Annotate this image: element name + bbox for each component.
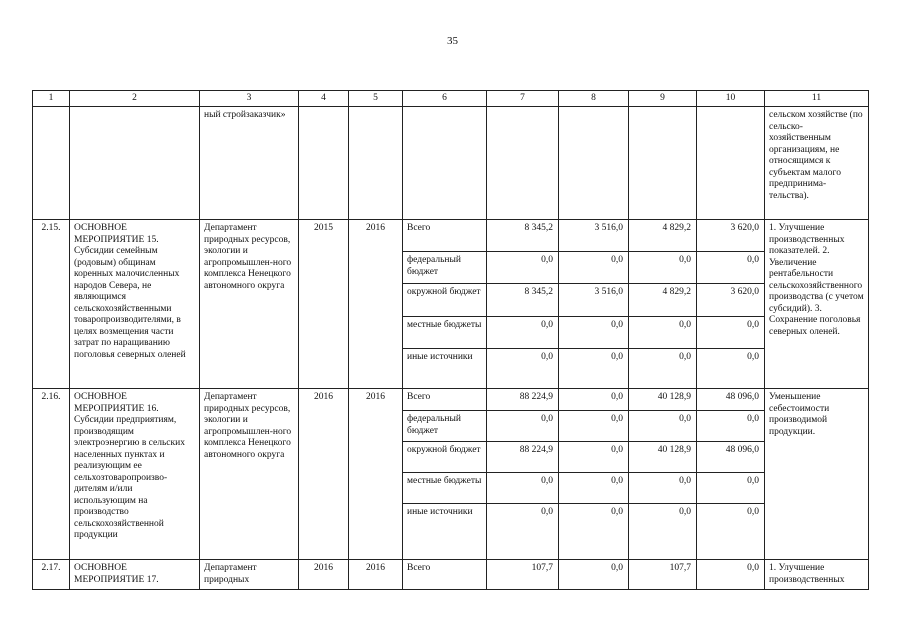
value-cell: 0,0 <box>697 473 765 504</box>
value-cell: 0,0 <box>629 252 697 284</box>
value-cell: 0,0 <box>559 411 629 442</box>
value-cell: 0,0 <box>629 473 697 504</box>
value-cell: 48 096,0 <box>697 442 765 473</box>
column-header: 6 <box>403 91 487 107</box>
funding-source: федеральный бюджет <box>403 411 487 442</box>
value-cell: 0,0 <box>697 411 765 442</box>
column-header: 3 <box>200 91 299 107</box>
measure-title <box>70 560 200 590</box>
measure-result: 1. Улучшение производственных показателей. 2. Увеличение рентабельности сельскохозяйственного производства (с учетом субсидий). 3. Сохранение поголовья северных оленей. <box>765 220 869 389</box>
measure-index: 2.17. <box>33 560 70 590</box>
value-cell: 0,0 <box>559 560 629 590</box>
value-cell: 0,0 <box>697 504 765 560</box>
value-cell: 107,7 <box>629 560 697 590</box>
value-cell: 107,7 <box>487 560 559 590</box>
year-end: 2016 <box>349 220 403 389</box>
value-cell: 3 620,0 <box>697 284 765 317</box>
value-cell: 0,0 <box>559 252 629 284</box>
value-cell: 0,0 <box>487 411 559 442</box>
value-cell: 0,0 <box>487 349 559 389</box>
measure-title-text: ОСНОВНОЕ МЕРОПРИЯТИЕ 17. <box>74 563 159 585</box>
result-continuation: сельском хозяйстве (по сельско-хозяйственным организациям, не относящимся к субъектам малого предпринима-тельства). <box>765 107 869 220</box>
value-cell: 3 516,0 <box>559 220 629 252</box>
funding-source: Всего <box>403 220 487 252</box>
table-row <box>33 220 869 252</box>
year-end: 2016 <box>349 389 403 560</box>
funding-source: иные источники <box>403 504 487 560</box>
funding-source: Всего <box>403 389 487 411</box>
funding-source: местные бюджеты <box>403 473 487 504</box>
value-cell: 4 829,2 <box>629 220 697 252</box>
executor-continuation: ный стройзаказчик» <box>200 107 299 220</box>
funding-source: иные источники <box>403 349 487 389</box>
continuation-row <box>33 107 869 220</box>
value-cell: 3 516,0 <box>559 284 629 317</box>
value-cell: 48 096,0 <box>697 389 765 411</box>
program-measures-table <box>32 90 869 590</box>
value-cell: 0,0 <box>559 442 629 473</box>
measure-description <box>70 220 200 389</box>
value-cell: 0,0 <box>487 504 559 560</box>
table-row <box>33 389 869 411</box>
value-cell: 0,0 <box>629 411 697 442</box>
funding-source: Всего <box>403 560 487 590</box>
page-number: 35 <box>447 35 458 47</box>
funding-source: местные бюджеты <box>403 317 487 349</box>
value-cell: 0,0 <box>629 504 697 560</box>
value-cell: 40 128,9 <box>629 389 697 411</box>
column-number-row <box>33 91 869 107</box>
value-cell: 88 224,9 <box>487 442 559 473</box>
measure-index: 2.16. <box>33 389 70 560</box>
measure-title: ОСНОВНОЕ МЕРОПРИЯТИЕ 16. <box>74 392 159 414</box>
column-header: 8 <box>559 91 629 107</box>
funding-source: окружной бюджет <box>403 284 487 317</box>
value-cell: 3 620,0 <box>697 220 765 252</box>
value-cell: 0,0 <box>697 252 765 284</box>
value-cell: 0,0 <box>629 317 697 349</box>
measure-description <box>70 389 200 560</box>
value-cell: 0,0 <box>629 349 697 389</box>
measure-executor: Департамент природных ресурсов, экологии и агропромышлен-ного комплекса Ненецкого автономного округа <box>200 220 299 389</box>
column-header: 11 <box>765 91 869 107</box>
value-cell: 40 128,9 <box>629 442 697 473</box>
table-row <box>33 560 869 590</box>
measure-index: 2.15. <box>33 220 70 389</box>
value-cell: 0,0 <box>697 317 765 349</box>
measure-result: Уменьшение себестоимости производимой продукции. <box>765 389 869 560</box>
funding-source: окружной бюджет <box>403 442 487 473</box>
value-cell: 0,0 <box>487 252 559 284</box>
column-header: 9 <box>629 91 697 107</box>
value-cell: 88 224,9 <box>487 389 559 411</box>
measure-text: Субсидии семейным (родовым) общинам коренных малочисленных народов Севера, не являющимся сельскохозяйственными товаропроизводителями, в целях возмещения части затрат по наращиванию поголовья северных оленей <box>74 246 186 360</box>
value-cell: 0,0 <box>487 317 559 349</box>
column-header: 10 <box>697 91 765 107</box>
column-header: 5 <box>349 91 403 107</box>
value-cell: 0,0 <box>559 349 629 389</box>
measure-executor: Департамент природных ресурсов, экологии и агропромышлен-ного комплекса Ненецкого автономного округа <box>200 389 299 560</box>
measure-result: 1. Улучшение производственных <box>765 560 869 590</box>
value-cell: 0,0 <box>559 389 629 411</box>
value-cell: 0,0 <box>487 473 559 504</box>
value-cell: 0,0 <box>559 473 629 504</box>
value-cell: 8 345,2 <box>487 284 559 317</box>
funding-source: федеральный бюджет <box>403 252 487 284</box>
column-header: 4 <box>299 91 349 107</box>
value-cell: 0,0 <box>697 349 765 389</box>
value-cell: 0,0 <box>559 317 629 349</box>
column-header: 1 <box>33 91 70 107</box>
value-cell: 4 829,2 <box>629 284 697 317</box>
measure-text: Субсидии предприятиям, производящим электроэнергию в сельских населенных пунктах и реализующим ее сельхозтоваропроизво-дителям и/или использующим на производство сельскохозяйственной продукции <box>74 415 185 540</box>
column-header: 7 <box>487 91 559 107</box>
column-header: 2 <box>70 91 200 107</box>
measure-executor: Департамент природных <box>200 560 299 590</box>
year-start: 2016 <box>299 389 349 560</box>
value-cell: 0,0 <box>697 560 765 590</box>
value-cell: 0,0 <box>559 504 629 560</box>
year-start: 2016 <box>299 560 349 590</box>
year-end: 2016 <box>349 560 403 590</box>
year-start: 2015 <box>299 220 349 389</box>
value-cell: 8 345,2 <box>487 220 559 252</box>
measure-title: ОСНОВНОЕ МЕРОПРИЯТИЕ 15. <box>74 223 159 245</box>
